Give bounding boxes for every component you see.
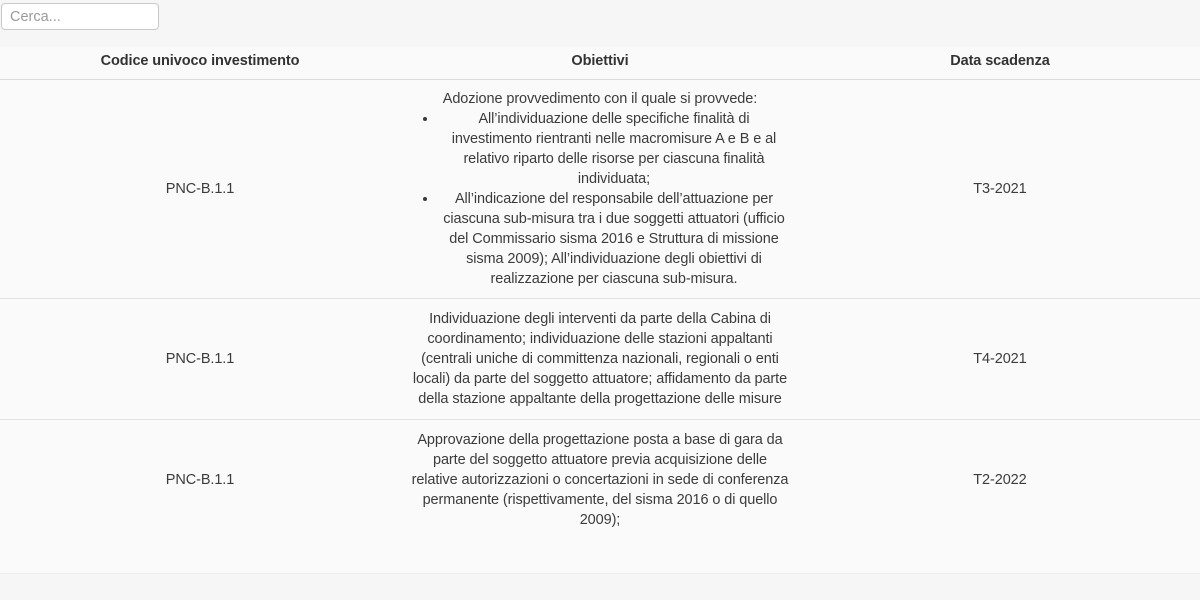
column-header-obiettivi: Obiettivi bbox=[571, 53, 629, 69]
search-bar bbox=[0, 0, 1200, 47]
column-header-data-scadenza: Data scadenza bbox=[950, 53, 1050, 69]
obiettivi-text: Individuazione degli interventi da parte della Cabina di coordinamento; individuazione delle stazioni appaltanti (centrali uniche di committenza nazionali, regionali o enti locali) da parte del soggetto attuatore; affidamento da parte della stazione appaltante della progettazione delle misure bbox=[412, 311, 788, 407]
cell-obiettivi bbox=[400, 299, 800, 419]
table-row bbox=[0, 299, 1200, 420]
search-input[interactable] bbox=[1, 3, 159, 30]
investments-table bbox=[0, 47, 1200, 574]
obiettivi-text: Approvazione della progettazione posta a base di gara da parte del soggetto attuatore previa acquisizione delle relative autorizzazioni o concertazioni in sede di conferenza permanente (rispettivamente, del sisma 2016 o di quello 2009); bbox=[411, 432, 789, 528]
table-row bbox=[0, 80, 1200, 299]
cell-codice-investimento: PNC-B.1.1 bbox=[165, 472, 235, 488]
table-header-row bbox=[0, 47, 1200, 80]
cell-codice-investimento: PNC-B.1.1 bbox=[165, 181, 235, 197]
cell-data-scadenza: T4-2021 bbox=[973, 351, 1027, 367]
cell-data-scadenza: T3-2021 bbox=[973, 181, 1027, 197]
cell-codice-investimento: PNC-B.1.1 bbox=[165, 351, 235, 367]
obiettivi-intro-text: Adozione provvedimento con il quale si provvede: bbox=[442, 91, 758, 107]
table-row bbox=[0, 420, 1200, 540]
cell-obiettivi bbox=[400, 80, 800, 298]
obiettivi-bullet-list bbox=[410, 109, 790, 289]
obiettivi-bullet-item: • All’indicazione del responsabile dell’attuazione per ciascuna sub-misura tra i due soggetti attuatori (ufficio del Commissario sisma 2016 e Struttura di missione sisma 2009); All’individuazione degli obiettivi di realizzazione per ciascuna sub-misura. bbox=[438, 189, 790, 289]
cell-data-scadenza: T2-2022 bbox=[973, 472, 1027, 488]
column-header-codice-univoco-investimento: Codice univoco investimento bbox=[100, 53, 300, 69]
cell-obiettivi bbox=[400, 420, 800, 540]
obiettivi-bullet-item: • All’individuazione delle specifiche finalità di investimento rientranti nelle macromisure A e B e al relativo riparto delle risorse per ciascuna finalità individuata; bbox=[438, 109, 790, 189]
